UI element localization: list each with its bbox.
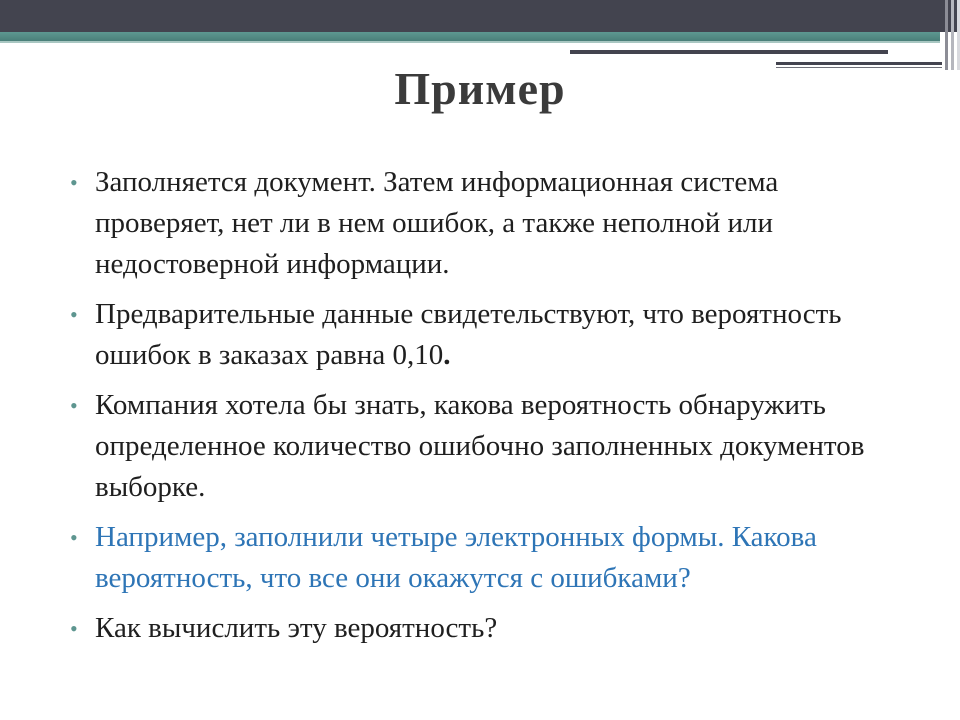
bullet-icon: • [70, 393, 78, 418]
bullet-item [70, 385, 890, 508]
bullet-text: Заполняется документ. Затем информационная система проверяет, нет ли в нем ошибок, а также неполной или недостоверной информации. [95, 166, 779, 280]
bullet-item-highlighted [70, 517, 890, 599]
bullet-text: Как вычислить эту вероятность? [95, 612, 498, 644]
teal-stripe-decoration [0, 32, 940, 41]
slide-title: Пример [394, 63, 566, 114]
bullet-text: Компания хотела бы знать, какова вероятность обнаружить определенное количество ошибочно заполненных документов выборке. [95, 389, 865, 503]
bullet-icon: • [70, 616, 78, 641]
bullet-text: Например, заполнили четыре электронных формы. Какова вероятность, что все они окажутся с ошибками? [95, 521, 817, 594]
bullet-item [70, 294, 890, 376]
bullet-list [70, 162, 890, 658]
bullet-text: Предварительные данные свидетельствуют, что вероятность ошибок в заказах равна 0,10 [95, 298, 842, 371]
bullet-text-trailing: . [443, 339, 451, 371]
corner-bars-decoration [934, 0, 960, 70]
bullet-icon: • [70, 525, 78, 550]
teal-stripe-thin-decoration [0, 41, 940, 43]
top-band-decoration [0, 0, 960, 32]
bullet-icon: • [70, 302, 78, 327]
bullet-item [70, 608, 890, 649]
bullet-icon: • [70, 170, 78, 195]
accent-line-decoration [570, 50, 888, 54]
bullet-item [70, 162, 890, 285]
